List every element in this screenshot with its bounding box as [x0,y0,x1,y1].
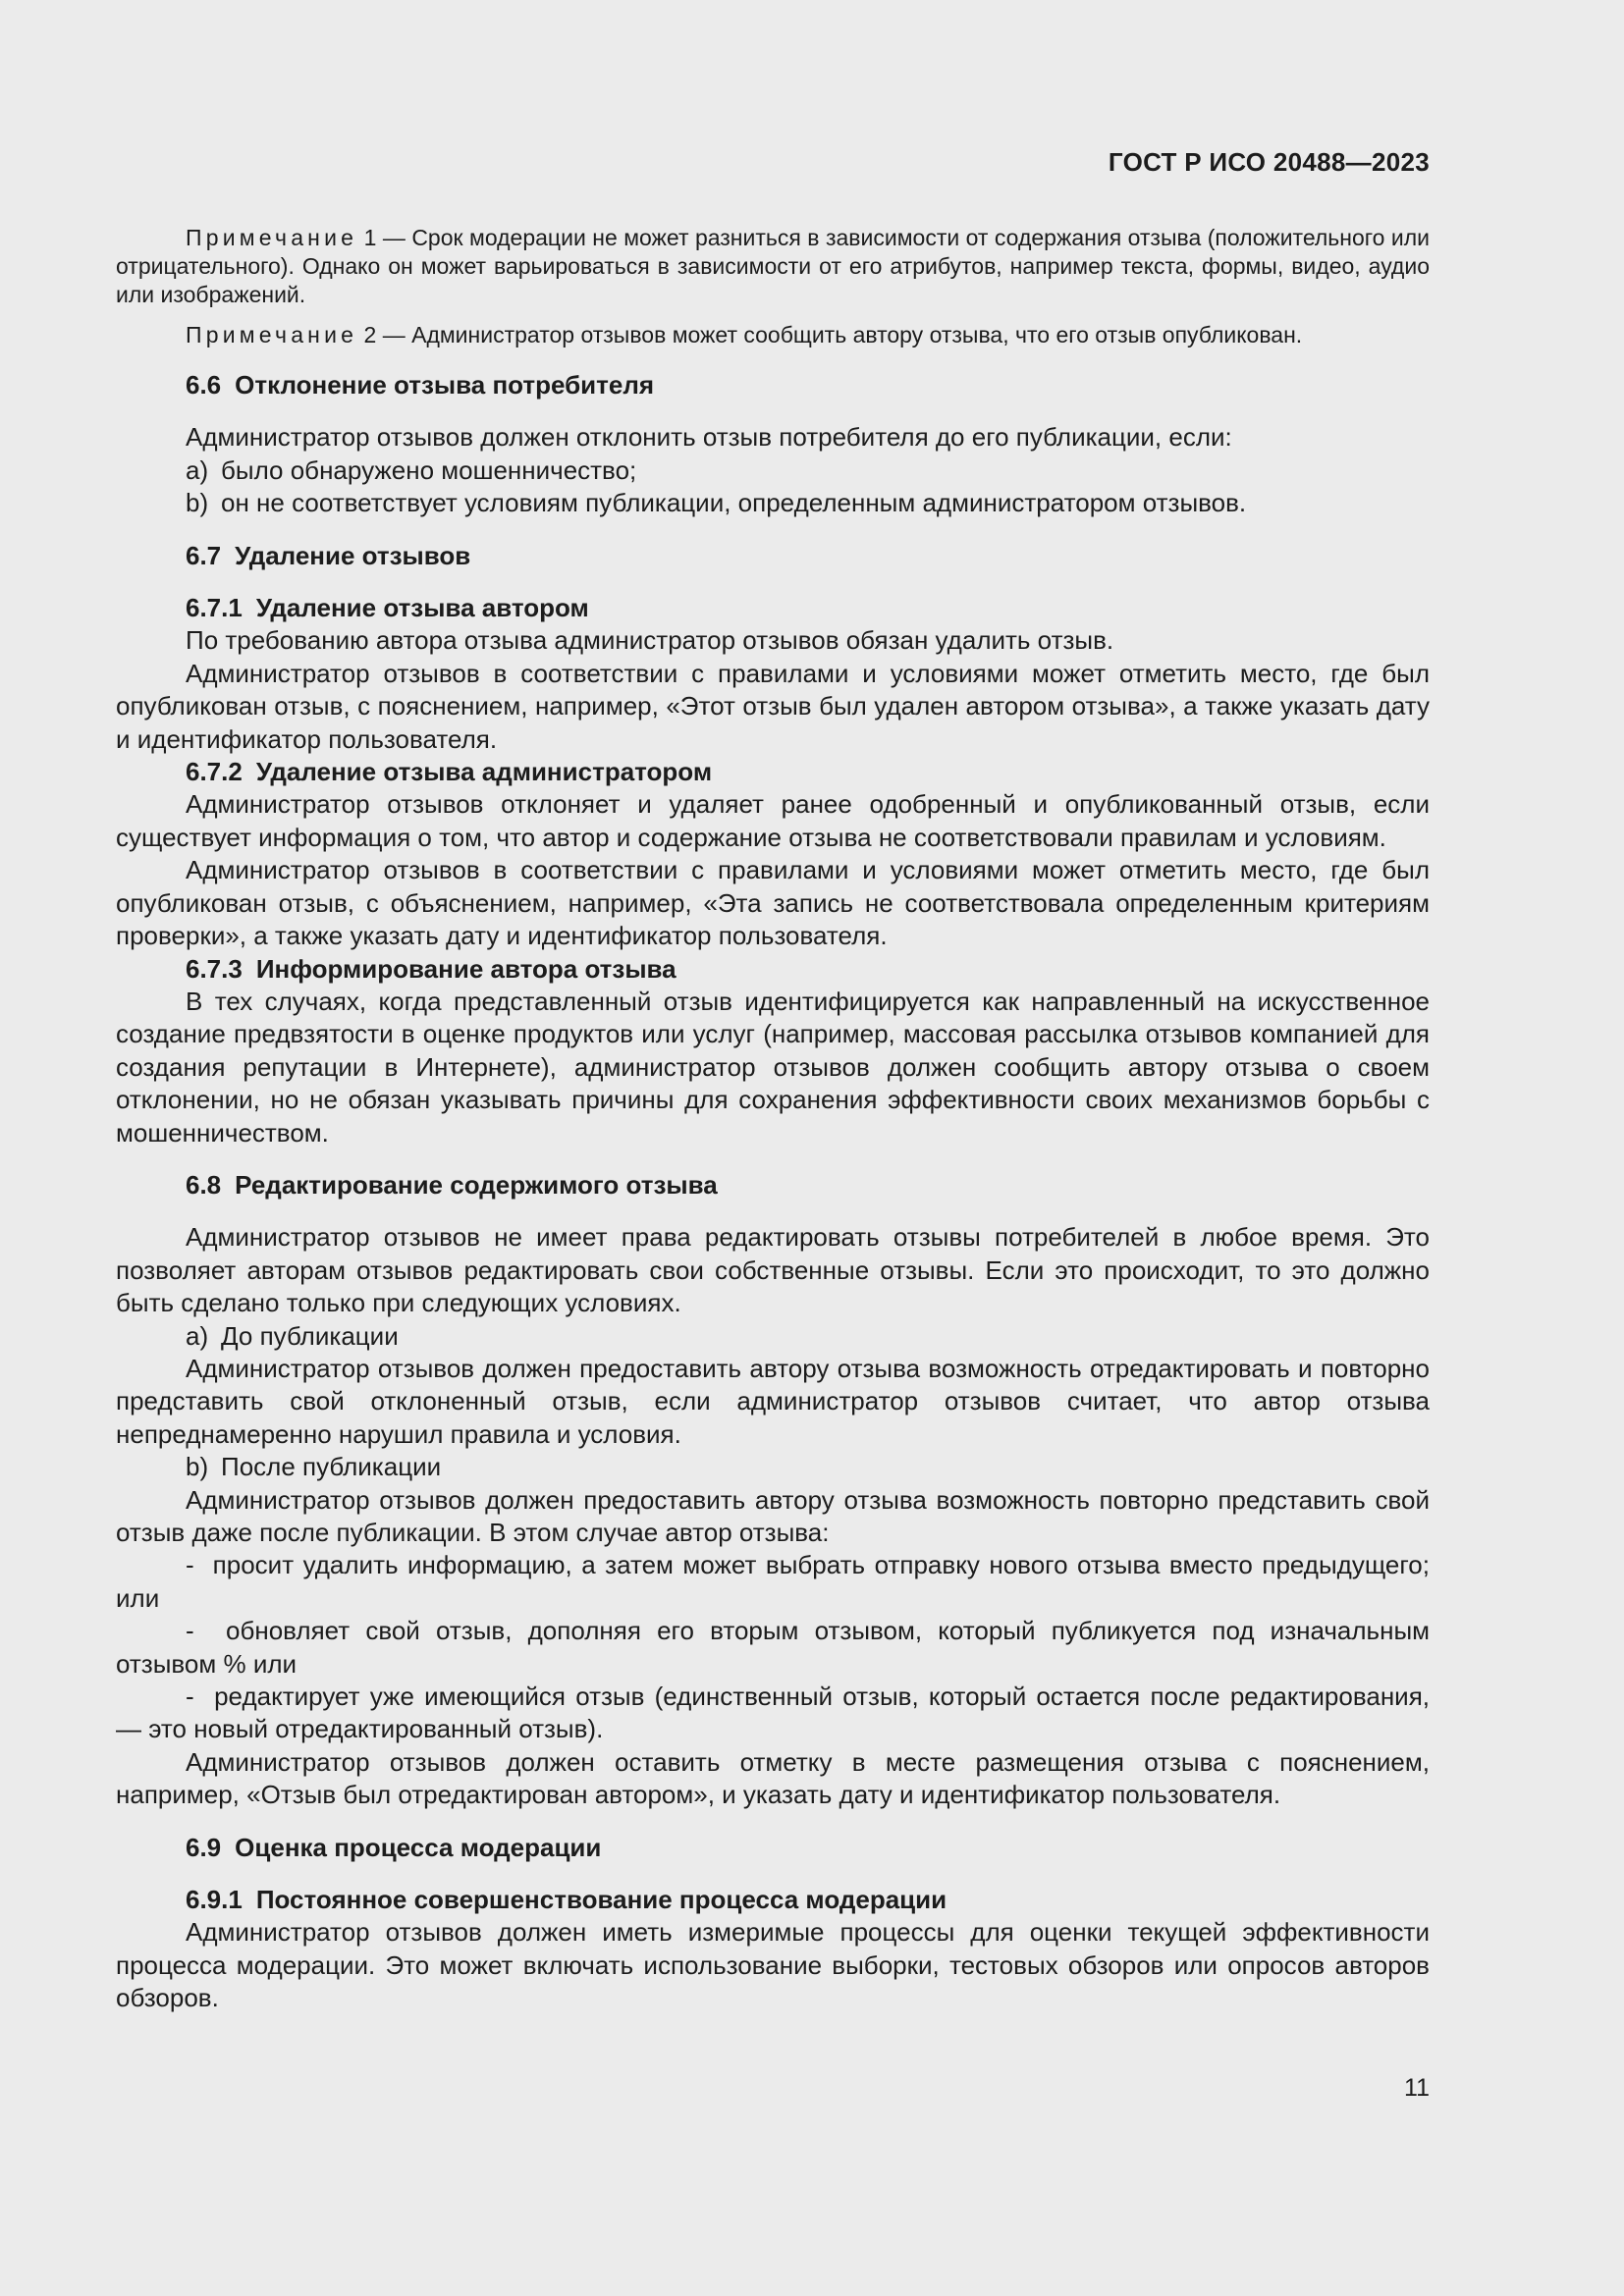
section-title: Удаление отзывов [235,540,471,570]
section-6-7-heading [116,540,1430,572]
section-number: 6.9 [186,1832,222,1862]
list-marker: а) [186,454,209,485]
paragraph: Администратор отзывов должен оставить отметку в месте размещения отзыва с пояснением, например, «Отзыв был отредактирован автором», и указать дату и идентификатор пользователя. [116,1746,1430,1810]
list-marker: а) [186,1320,209,1351]
section-6-7-2-heading [116,756,1430,788]
list-item-text: После публикации [221,1452,442,1482]
dash-item: - редактирует уже имеющийся отзыв (единственный отзыв, который остается после редактирования, — это новый отредактированный отзыв). [116,1682,1431,1744]
section-title: Отклонение отзыва потребителя [235,370,655,400]
note-text: — Администратор отзывов может сообщить автору отзыва, что его отзыв опубликован. [376,322,1303,347]
list-item-text: До публикации [221,1320,399,1351]
paragraph: Администратор отзывов отклоняет и удаляет ранее одобренный и опубликованный отзыв, если существует информация о том, что автор и содержание отзыва не соответствовали правилам и условиям. [116,789,1430,852]
paragraph: Администратор отзывов должен предоставить автору отзыва возможность отредактировать и повторно представить свой отклоненный отзыв, если администратор отзывов считает, что автор отзыва непреднамеренно нарушил правила и условия. [116,1353,1430,1449]
section-number: 6.8 [186,1169,222,1200]
section-number: 6.7 [186,540,222,570]
dash-item-text: редактирует уже имеющийся отзыв (единственный отзыв, который остается после редактирования, — это новый отредактированный отзыв). [116,1682,1431,1744]
section-6-8-heading [116,1169,1430,1201]
note-text: — Срок модерации не может разниться в зависимости от содержания отзыва (положительного или отрицательного). Однако он может варьироваться в зависимости от его атрибутов, например текста, формы, видео, аудио или изображений. [116,225,1431,307]
list-item [116,487,1430,519]
section-number: 6.6 [186,370,222,400]
note-number: 1 [363,225,377,250]
section-title: Постоянное совершенствование процесса модерации [255,1885,947,1915]
section-title: Оценка процесса модерации [235,1832,602,1862]
list-item [116,1451,1430,1483]
section-6-9-heading [116,1832,1430,1864]
dash-item-text: обновляет свой отзыв, дополняя его вторым отзывом, который публикуется под изначальным отзывом % или [116,1616,1431,1679]
dash-item-text: просит удалить информацию, а затем может выбрать отправку нового отзыва вместо предыдущего; или [116,1550,1430,1613]
section-number: 6.7.1 [186,593,243,623]
paragraph: По требованию автора отзыва администратор отзывов обязан удалить отзыв. [186,625,1114,656]
paragraph: Администратор отзывов в соответствии с правилами и условиями может отметить место, где был опубликован отзыв, с пояснением, например, «Этот отзыв был удален автором отзыва», а также указать дату и идентификатор пользователя. [116,658,1430,754]
section-title: Удаление отзыва администратором [255,757,713,787]
note-label: Примечание [186,225,358,250]
list-item-text: было обнаружено мошенничество; [221,454,637,485]
document-header: ГОСТ Р ИСО 20488—2023 [1108,147,1430,177]
document-content [116,224,1430,2015]
paragraph: Администратор отзывов не имеет права редактировать отзывы потребителей в любое время. Это позволяет авторам отзывов редактировать свои собственные отзывы. Если это происходит, то это должно быть сделано только при следующих условиях. [116,1222,1430,1318]
paragraph: Администратор отзывов должен отклонить отзыв потребителя до его публикации, если: [186,422,1232,453]
dash-item: - обновляет свой отзыв, дополняя его вторым отзывом, который публикуется под изначальным отзывом % или [116,1616,1431,1679]
section-6-6-heading [116,369,1430,401]
section-title: Информирование автора отзыва [255,953,677,984]
note-1 [116,224,1430,309]
dash-item: - просит удалить информацию, а затем может выбрать отправку нового отзыва вместо предыдущего; или [116,1550,1430,1613]
paragraph: Администратор отзывов должен предоставить автору отзыва возможность повторно представить свой отзыв даже после публикации. В этом случае автор отзыва: [116,1484,1430,1547]
list-marker: b) [186,1452,209,1482]
paragraph: В тех случаях, когда представленный отзыв идентифицируется как направленный на искусственное создание предвзятости в оценке продуктов или услуг (например, массовая рассылка отзывов компанией для создания репутации в Интернете), администратор отзывов должен сообщить автору отзыва о своем отклонении, но не обязан указывать причины для сохранения эффективности своих механизмов борьбы с мошенничеством. [116,986,1430,1148]
section-title: Удаление отзыва автором [255,593,589,623]
section-number: 6.9.1 [186,1885,243,1915]
section-6-7-3-heading [116,953,1430,986]
page-number: 11 [1404,2074,1430,2102]
section-number: 6.7.3 [186,953,243,984]
list-item-text: он не соответствует условиям публикации, определенным администратором отзывов. [221,488,1247,518]
note-label: Примечание [186,322,358,347]
paragraph: Администратор отзывов в соответствии с правилами и условиями может отметить место, где был опубликован отзыв, с объяснением, например, «Эта запись не соответствовала определенным критериям проверки», а также указать дату и идентификатор пользователя. [116,855,1430,951]
list-marker: b) [186,488,209,518]
section-6-9-1-heading [116,1884,1430,1916]
paragraph: Администратор отзывов должен иметь измеримые процессы для оценки текущей эффективности процесса модерации. Это может включать использование выборки, тестовых обзоров или опросов авторов обзоров. [116,1917,1430,2013]
note-2 [116,321,1430,349]
section-number: 6.7.2 [186,757,243,787]
list-item [116,454,1430,487]
section-title: Редактирование содержимого отзыва [235,1169,718,1200]
section-6-7-1-heading [116,592,1430,624]
list-item [116,1320,1430,1353]
note-number: 2 [363,322,377,347]
